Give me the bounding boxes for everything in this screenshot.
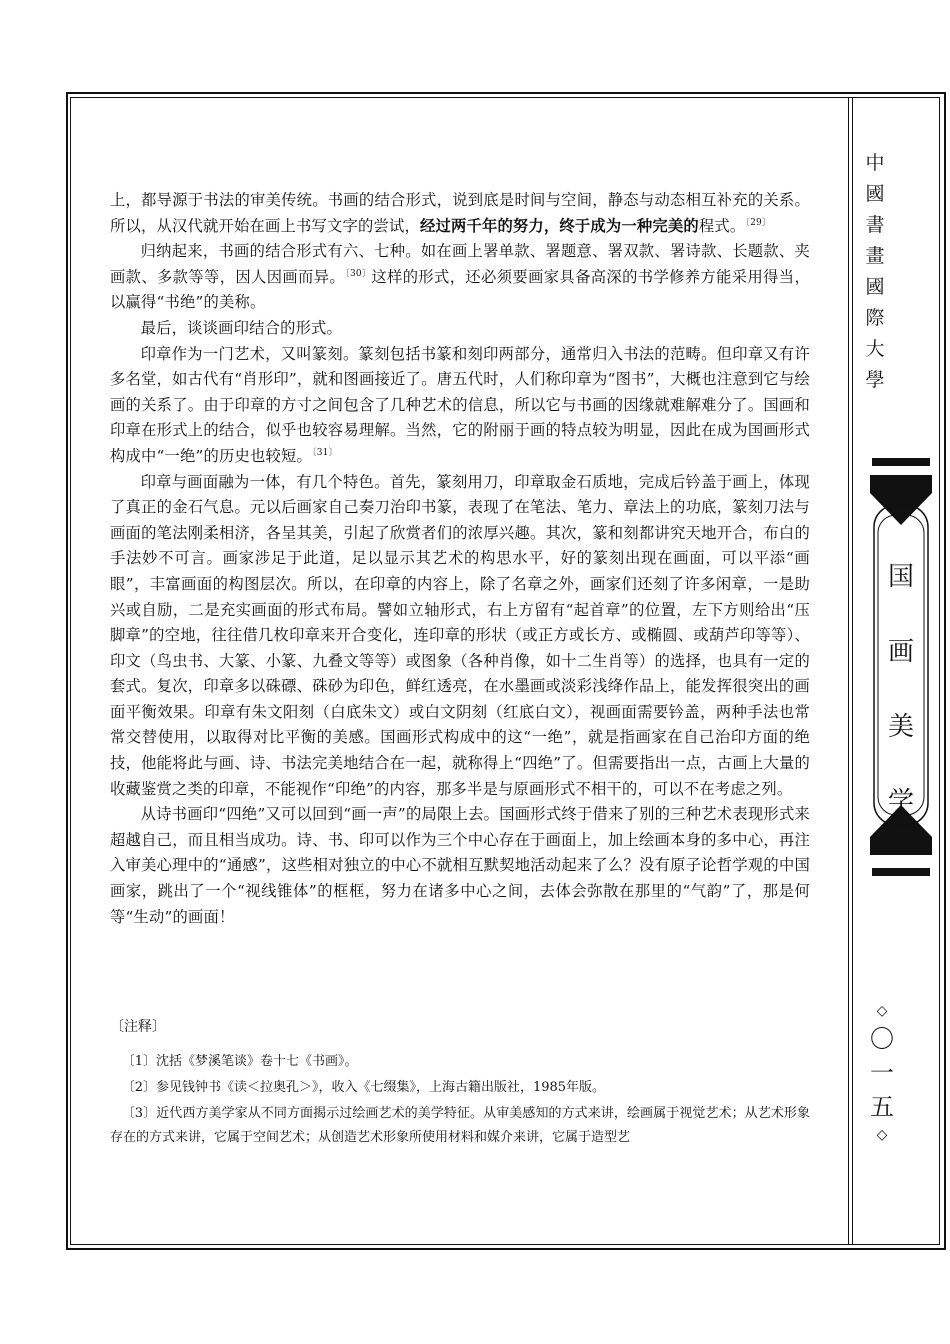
sidebar-divider-inner — [852, 97, 853, 1245]
paragraph-3: 最后，谈谈画印结合的形式。 — [140, 318, 343, 337]
footnote-ref: 〔30〕 — [345, 268, 372, 279]
page-number-char: 一 — [870, 1059, 894, 1087]
series-title-char: 大 — [865, 338, 885, 360]
series-title — [860, 148, 890, 396]
series-title-char: 中 — [865, 152, 885, 174]
paragraph-5: 印章与画面融为一体，有几个特色。首先，篆刻用刀，印章取金石质地，完成后钤盖于画上，体现了真正的金石气息。元以后画家自己奏刀治印书篆，表现了在笔法、笔力、章法上的功底，篆刻刀法与画面的笔法刚柔相济，各呈其美，引起了欣赏者们的浓厚兴趣。其次，篆和刻都讲究天地开合，布白的手法妙不可言。画家涉足于此道，足以显示其艺术的构思水平，好的篆刻出现在画面，可以平添“画眼”，丰富画面的构图层次。所以，在印章的内容上，除了名章之外，画家们还刻了许多闲章，一是助兴或自励，二是充实画面的形式布局。譬如立轴形式，右上方留有“起首章”的位置，左下方则给出“压脚章”的空地，往往借几枚印章来开合变化，连印章的形状（或正方或长方、或椭圆、或葫芦印等等）、印文（鸟虫书、大篆、小篆、九叠文等等）或图象（各种肖像，如十二生肖等）的选择，也具有一定的套式。复次，印章多以硃磦、硃砂为印色，鲜红透亮，在水墨画或淡彩浅绛作品上，能发挥很突出的画面平衡效果。印章有朱文阳刻（白底朱文）或白文阴刻（红底白文），视画面需要钤盖，两种手法也常常交替使用，以取得对比平衡的美感。国画形式构成中的这“一绝”，就是指画家在自己治印方面的绝技，他能将此与画、诗、书法完美地结合在一起，就称得上“四绝”了。但需要指出一点，古画上大量的收藏鉴赏之类的印章，不能视作“印绝”的内容，那多半是与原画形式不相干的，可以不在考虑之列。 — [110, 472, 810, 798]
series-title-char: 國 — [865, 183, 885, 205]
page-number — [862, 1000, 902, 1146]
book-title-char: 美 — [887, 712, 914, 742]
series-title-char: 書 — [865, 214, 885, 236]
paragraph-2 — [110, 239, 810, 316]
footnote-ref: 〔29〕 — [745, 217, 772, 228]
page-number-char: 〇 — [870, 1025, 894, 1053]
note-item: 〔2〕参见钱钟书《读＜拉奥孔＞》，收入《七缀集》，上海古籍出版社，1985年版。 — [121, 1080, 606, 1095]
sidebar-divider — [848, 97, 849, 1245]
paragraph-4 — [110, 342, 810, 470]
book-title-char: 国 — [887, 562, 914, 592]
book-title — [870, 540, 932, 840]
diamond-icon: ◇ — [876, 1003, 888, 1019]
paragraph-6: 从诗书画印“四绝”又可以回到“画一声”的局限上去。国画形式终于借来了别的三种艺术表现形式来超越自己，而且相当成功。诗、书、印可以作为三个中心存在于画面上，加上绘画本身的多中心，再注入审美心理中的“通感”，这些相对独立的中心不就相互默契地活动起来了么？没有原子论哲学观的中国画家，跳出了一个“视线锥体”的框框，努力在诸多中心之间，去体会弥散在那里的“气韵”了，那是何等“生动”的画面！ — [110, 805, 810, 926]
footnote-ref: 〔31〕 — [312, 447, 338, 458]
ornament-bar-bottom — [872, 868, 930, 876]
paragraph-1-text: 上，都导源于书法的审美传统。书画的结合形式，说到底是时间与空间，静态与动态相互补充的关系。所以，从汉代就开始在画上书写文字的尝试， — [110, 191, 810, 235]
paragraph-4-text: 印章作为一门艺术，又叫篆刻。篆刻包括书篆和刻印两部分，通常归入书法的范畴。但印章又有许多名堂，如古代有“肖形印”，就和图画接近了。唐五代时，人们称印章为“图书”，大概也注意到它与绘画的关系了。由于印章的方寸之间包含了几种艺术的信息，所以它与书画的因缘就难解难分了。国画和印章在形式上的结合，似乎也较容易理解。当然，它的附丽于画的特点较为明显，因此在成为国画形式构成中“一绝”的历史也较短。 — [110, 344, 810, 465]
page-number-char: 五 — [870, 1093, 894, 1121]
series-title-char: 學 — [865, 369, 885, 391]
ornament-bar-top — [872, 458, 930, 466]
paragraph-2-end: 这样的形式，还必须要画家具备高深的书学修养方能采用得当，以赢得“书绝”的美称。 — [110, 267, 810, 312]
paragraph-2-text: 归纳起来，书画的结合形式有六、七种。如在画上署单款、署题意、署双款、署诗款、长题款、夹画款、多款等等，因人因画而异。 — [110, 242, 810, 286]
series-title-char: 際 — [865, 307, 885, 329]
note-item: 〔1〕沈括《梦溪笔谈》卷十七《书画》。 — [121, 1054, 358, 1069]
paragraph-1-end: 程式。 — [698, 216, 746, 235]
series-title-char: 畫 — [865, 245, 885, 267]
notes-heading: 〔注释〕 — [110, 1019, 166, 1035]
book-title-char: 学 — [887, 787, 914, 817]
main-text — [110, 188, 810, 930]
paragraph-1-bold: 经过两千年的努力，终于成为一种完美的 — [419, 216, 699, 235]
note-item: 〔3〕近代西方美学家从不同方面揭示过绘画艺术的美学特征。从审美感知的方式来讲，绘画属于视觉艺术；从艺术形象存在的方式来讲，它属于空间艺术；从创造艺术形象所使用材料和媒介来讲，它属于造型艺 — [110, 1106, 810, 1145]
book-title-char: 画 — [887, 637, 914, 667]
paragraph-1 — [110, 188, 810, 239]
diamond-icon: ◇ — [876, 1127, 888, 1143]
series-title-char: 國 — [865, 276, 885, 298]
notes-list — [110, 1050, 810, 1152]
